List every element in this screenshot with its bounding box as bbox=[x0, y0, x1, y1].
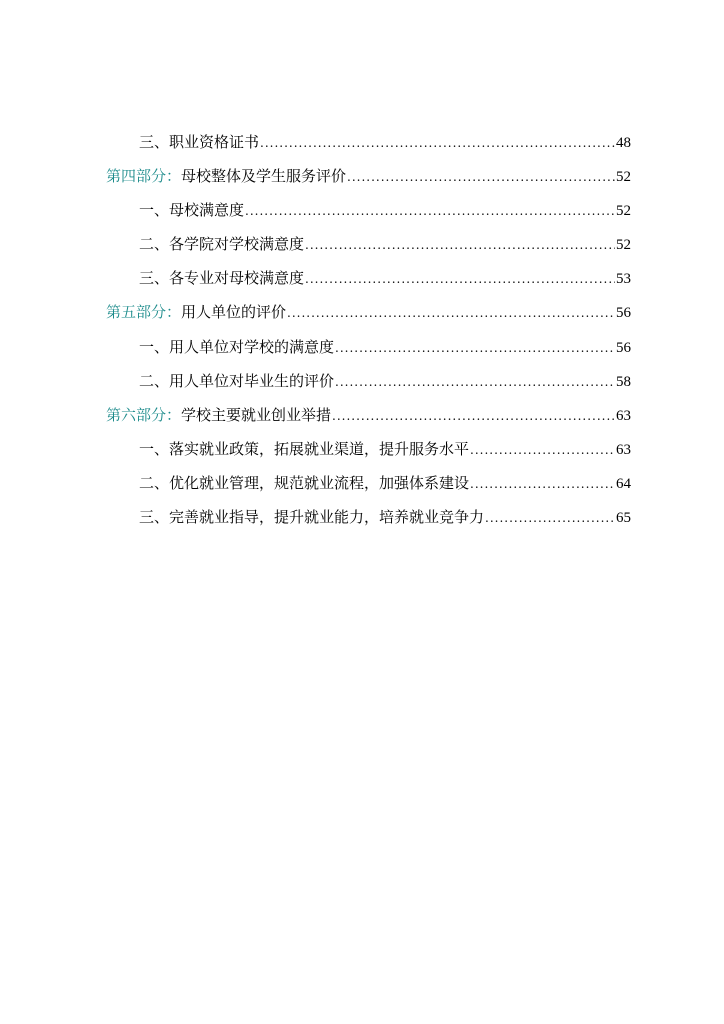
dot-leader bbox=[305, 233, 615, 257]
toc-entry-page-number: 53 bbox=[616, 271, 631, 287]
toc-entry-title: 各学院对学校满意度 bbox=[169, 235, 305, 253]
dot-leader bbox=[245, 199, 615, 223]
toc-entry-title: 各专业对母校满意度 bbox=[169, 269, 305, 287]
toc-entry-page-number: 52 bbox=[616, 237, 631, 253]
toc-entry[interactable] bbox=[139, 471, 631, 495]
toc-part-entry[interactable] bbox=[106, 300, 631, 324]
toc-entry[interactable] bbox=[139, 130, 631, 154]
toc-entry[interactable] bbox=[139, 335, 631, 359]
toc-entry-title: 职业资格证书 bbox=[169, 133, 260, 151]
dot-leader bbox=[470, 438, 615, 462]
toc-entry-page-number: 56 bbox=[616, 305, 631, 321]
toc-entry[interactable] bbox=[139, 232, 631, 256]
toc-part-label: 第四部分： bbox=[106, 167, 182, 185]
toc-entry-page-number: 58 bbox=[616, 374, 631, 390]
dot-leader bbox=[287, 301, 615, 325]
dot-leader bbox=[335, 370, 615, 394]
toc-entry-number: 三、 bbox=[139, 508, 170, 526]
toc-entry[interactable] bbox=[139, 266, 631, 290]
toc-entry-number: 二、 bbox=[139, 372, 170, 390]
toc-entry-page-number: 65 bbox=[616, 510, 631, 526]
toc-entry-number: 二、 bbox=[139, 474, 170, 492]
toc-entry-title: 用人单位的评价 bbox=[181, 303, 287, 321]
toc-entry-number: 一、 bbox=[139, 201, 170, 219]
toc-part-label: 第六部分： bbox=[106, 406, 182, 424]
toc-entry-title: 落实就业政策，拓展就业渠道，提升服务水平 bbox=[169, 440, 470, 458]
toc-entry[interactable] bbox=[139, 198, 631, 222]
toc-entry-number: 三、 bbox=[139, 269, 170, 287]
toc-entry-number: 三、 bbox=[139, 133, 170, 151]
toc-entry-page-number: 63 bbox=[616, 442, 631, 458]
toc-entry-page-number: 64 bbox=[616, 476, 631, 492]
dot-leader bbox=[470, 472, 615, 496]
toc-entry-title: 用人单位对毕业生的评价 bbox=[169, 372, 335, 390]
dot-leader bbox=[332, 404, 615, 428]
toc-entry-page-number: 52 bbox=[616, 203, 631, 219]
toc-entry-page-number: 52 bbox=[616, 169, 631, 185]
dot-leader bbox=[260, 131, 615, 155]
toc-entry-page-number: 56 bbox=[616, 340, 631, 356]
toc-entry[interactable] bbox=[139, 369, 631, 393]
dot-leader bbox=[335, 336, 615, 360]
toc-entry-title: 学校主要就业创业举措 bbox=[181, 406, 332, 424]
toc-entry-number: 二、 bbox=[139, 235, 170, 253]
toc-entry-title: 母校满意度 bbox=[169, 201, 245, 219]
toc-part-label: 第五部分： bbox=[106, 303, 182, 321]
toc-entry-title: 用人单位对学校的满意度 bbox=[169, 338, 335, 356]
toc-entry[interactable] bbox=[139, 437, 631, 461]
toc-entry[interactable] bbox=[139, 505, 631, 529]
toc-entry-number: 一、 bbox=[139, 440, 170, 458]
toc-entry-page-number: 48 bbox=[616, 135, 631, 151]
toc-part-entry[interactable] bbox=[106, 403, 631, 427]
toc-part-entry[interactable] bbox=[106, 164, 631, 188]
toc-entry-title: 优化就业管理，规范就业流程，加强体系建设 bbox=[169, 474, 470, 492]
dot-leader bbox=[347, 165, 615, 189]
dot-leader bbox=[485, 506, 615, 530]
toc-entry-number: 一、 bbox=[139, 338, 170, 356]
toc-entry-title: 母校整体及学生服务评价 bbox=[181, 167, 347, 185]
toc-entry-page-number: 63 bbox=[616, 408, 631, 424]
toc-entry-title: 完善就业指导，提升就业能力，培养就业竞争力 bbox=[169, 508, 485, 526]
dot-leader bbox=[305, 267, 615, 291]
